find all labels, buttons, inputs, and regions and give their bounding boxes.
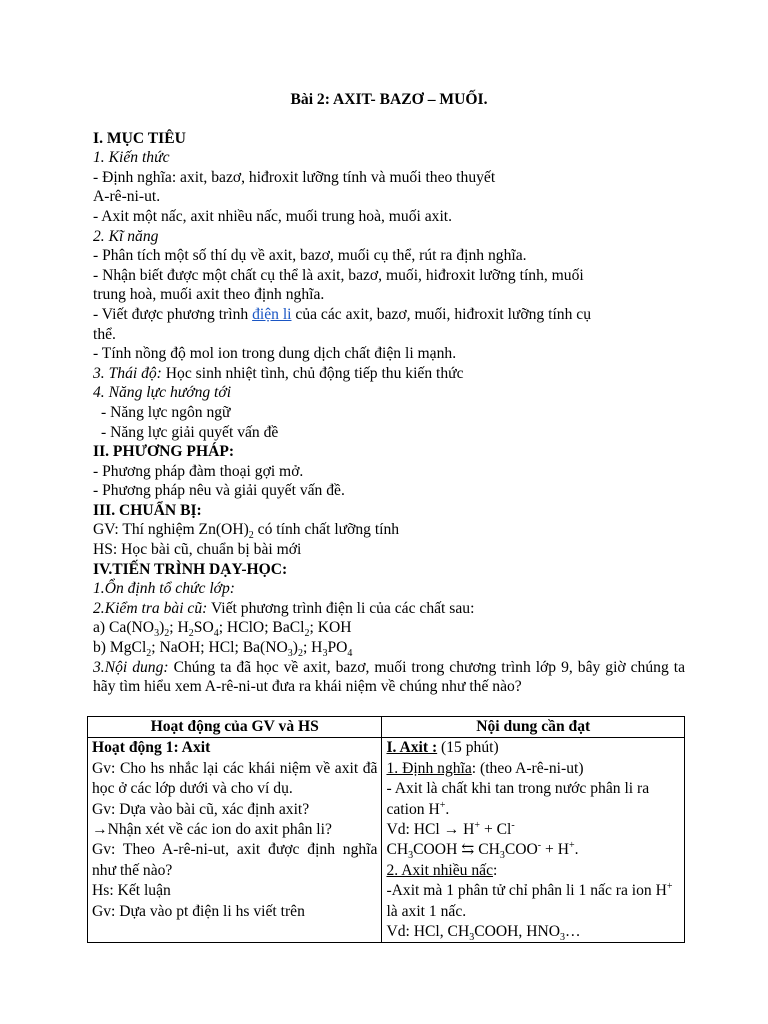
table-header-content: Nội dung cần đạt — [382, 717, 685, 738]
text-span: CH — [386, 841, 409, 859]
subscript: 3 — [499, 850, 505, 862]
text-span: ; H — [302, 639, 323, 657]
content-label: 3.Nội dung: — [93, 658, 169, 676]
text-line: - Phương pháp đàm thoại gợi mở. — [93, 462, 304, 480]
subsection-heading: 1.Ổn định tổ chức lớp: — [93, 580, 235, 598]
superscript: - — [511, 819, 515, 831]
text-line: A-rê-ni-ut. — [93, 188, 161, 206]
text-line: HS: Học bài cũ, chuẩn bị bài mới — [93, 541, 302, 559]
content-line — [386, 881, 680, 922]
subscript: 3 — [408, 850, 414, 862]
subscript: 2 — [297, 648, 303, 660]
text-span: ; KOH — [309, 619, 352, 637]
text-span: b) MgCl — [93, 639, 147, 657]
document-body — [93, 90, 685, 697]
subsection-heading: 4. Năng lực hướng tới — [93, 384, 232, 402]
text-line: - Năng lực ngôn ngữ — [101, 403, 231, 421]
definition-heading: 1. Định nghĩa — [386, 759, 472, 777]
subscript: 4 — [347, 648, 353, 660]
section-heading: I. MỤC TIÊU — [93, 129, 186, 147]
formula-line — [93, 638, 685, 658]
text-span: có tính chất lưỡng tính — [253, 521, 400, 539]
text-line — [93, 599, 685, 619]
text-span: Chúng ta đã học về axit, bazơ, muối trong chương trình lớp 9, bây giờ chúng ta hãy tìm hiểu xem A-rê-ni-ut đưa ra khái niệm về chúng như thế nào? — [93, 658, 685, 696]
text-line — [93, 520, 685, 540]
text-span: : (theo A-rê-ni-ut) — [471, 759, 584, 777]
subscript: 3 — [154, 628, 160, 640]
subscript: 3 — [322, 648, 328, 660]
text-line — [93, 305, 685, 325]
text-span: Vd: HCl → H — [386, 821, 475, 839]
text-line — [93, 364, 685, 384]
section-heading: II. PHƯƠNG PHÁP: — [93, 443, 235, 461]
subsection-heading: 1. Kiến thức — [93, 149, 170, 167]
table-row — [88, 738, 685, 943]
superscript: + — [474, 819, 481, 831]
polyprotic-heading: 2. Axit nhiều nấc — [386, 861, 494, 879]
subsection-heading: 2. Kĩ năng — [93, 227, 159, 245]
text-span: ) — [159, 619, 165, 637]
subscript: 3 — [559, 932, 565, 944]
superscript: + — [569, 840, 575, 852]
text-span: của các axit, bazơ, muối, hiđroxit lưỡng tính cụ — [291, 305, 591, 323]
subscript: 3 — [287, 648, 293, 660]
text-span: + Cl — [480, 821, 512, 839]
document-title: Bài 2: AXIT- BAZƠ – MUỐI. — [290, 91, 488, 108]
content-line — [386, 759, 680, 779]
superscript: - — [537, 840, 542, 852]
activity-line: →Nhận xét về các ion do axit phân li? — [92, 821, 332, 839]
formula-line — [93, 618, 685, 638]
text-span: là axit 1 nấc. — [386, 902, 467, 920]
review-label: 2.Kiểm tra bài cũ: — [93, 599, 208, 617]
superscript: + — [439, 799, 446, 811]
subscript: 2 — [248, 530, 254, 542]
text-line: - Phân tích một số thí dụ về axit, bazơ, muối cụ thể, rút ra định nghĩa. — [93, 247, 527, 265]
text-line: - Tính nồng độ mol ion trong dung dịch chất điện li mạnh. — [93, 345, 457, 363]
text-span: Vd: HCl, CH — [386, 923, 470, 941]
content-line — [386, 779, 680, 820]
dien-li-link[interactable]: điện li — [252, 305, 292, 323]
text-span: : — [493, 861, 498, 879]
text-span: . — [445, 800, 450, 818]
content-line — [386, 861, 680, 881]
content-line — [386, 840, 680, 860]
text-span: ; NaOH; HCl; Ba(NO — [151, 639, 288, 657]
superscript: + — [666, 881, 673, 893]
section-heading: III. CHUẨN BỊ: — [93, 501, 202, 519]
text-line: - Nhận biết được một chất cụ thể là axit, bazơ, muối, hiđroxit lưỡng tính, muối — [93, 266, 584, 284]
text-span: PO — [327, 639, 348, 657]
text-span: (15 phút) — [437, 739, 499, 757]
table-header-activity: Hoạt động của GV và HS — [88, 717, 382, 738]
subscript: 2 — [304, 628, 310, 640]
activity-line: Gv: Cho hs nhắc lại các khái niệm về axit đã học ở các lớp dưới và cho ví dụ. — [92, 759, 378, 798]
text-line: thể. — [93, 325, 116, 343]
content-cell — [382, 738, 685, 943]
activity-cell — [88, 738, 382, 943]
section-heading: IV.TIẾN TRÌNH DẠY-HỌC: — [93, 560, 288, 578]
text-span: COOH ⇆ CH — [413, 841, 500, 859]
subscript: 3 — [469, 932, 475, 944]
content-paragraph — [93, 658, 685, 697]
text-span: a) Ca(NO — [93, 619, 155, 637]
content-line — [386, 820, 680, 840]
table-header-row — [88, 717, 685, 738]
text-span: ; HClO; BaCl — [218, 619, 305, 637]
activity-line: Gv: Theo A-rê-ni-ut, axit được định nghĩa như thế nào? — [92, 841, 378, 879]
text-span: COO — [504, 841, 538, 859]
text-span: Viết phương trình điện li của các chất sau: — [207, 599, 475, 617]
text-span: . — [574, 841, 579, 859]
text-span: -Axit mà 1 phân tử chỉ phân li 1 nấc ra ion H — [386, 882, 667, 900]
subscript: 2 — [164, 628, 170, 640]
activity-line: Hs: Kết luận — [92, 882, 171, 900]
text-line: - Axit một nấc, axit nhiều nấc, muối trung hoà, muối axit. — [93, 207, 453, 225]
text-span: ; H — [169, 619, 189, 637]
text-span: COOH, HNO — [474, 923, 560, 941]
text-line: trung hoà, muối axit theo định nghĩa. — [93, 286, 325, 304]
activity-line: Gv: Dựa vào pt điện li hs viết trên — [92, 902, 305, 920]
text-span: + H — [541, 841, 569, 859]
lesson-table — [87, 716, 685, 943]
text-line: - Định nghĩa: axit, bazơ, hiđroxit lưỡng tính và muối theo thuyết — [93, 168, 496, 186]
subscript: 2 — [146, 648, 152, 660]
text-span: - Viết được phương trình — [93, 305, 253, 323]
subscript: 2 — [188, 628, 194, 640]
text-span: ) — [292, 639, 298, 657]
content-line — [386, 738, 680, 758]
attitude-label: 3. Thái độ: — [93, 364, 162, 382]
text-line: - Phương pháp nêu và giải quyết vấn đề. — [93, 482, 345, 500]
activity-heading: Hoạt động 1: Axit — [92, 739, 211, 757]
text-span: … — [564, 923, 581, 941]
text-span: SO — [193, 619, 214, 637]
activity-line: Gv: Dựa vào bài cũ, xác định axit? — [92, 800, 310, 818]
text-span: - Axit là chất khi tan trong nước phân li ra cation H — [386, 780, 650, 818]
text-line: - Năng lực giải quyết vấn đề — [101, 423, 279, 441]
subscript: 4 — [213, 628, 219, 640]
content-line — [386, 922, 680, 942]
text-span: Học sinh nhiệt tình, chủ động tiếp thu kiến thức — [161, 364, 464, 382]
text-span: GV: Thí nghiệm Zn(OH) — [93, 521, 249, 539]
axit-heading: I. Axit : — [386, 739, 438, 757]
